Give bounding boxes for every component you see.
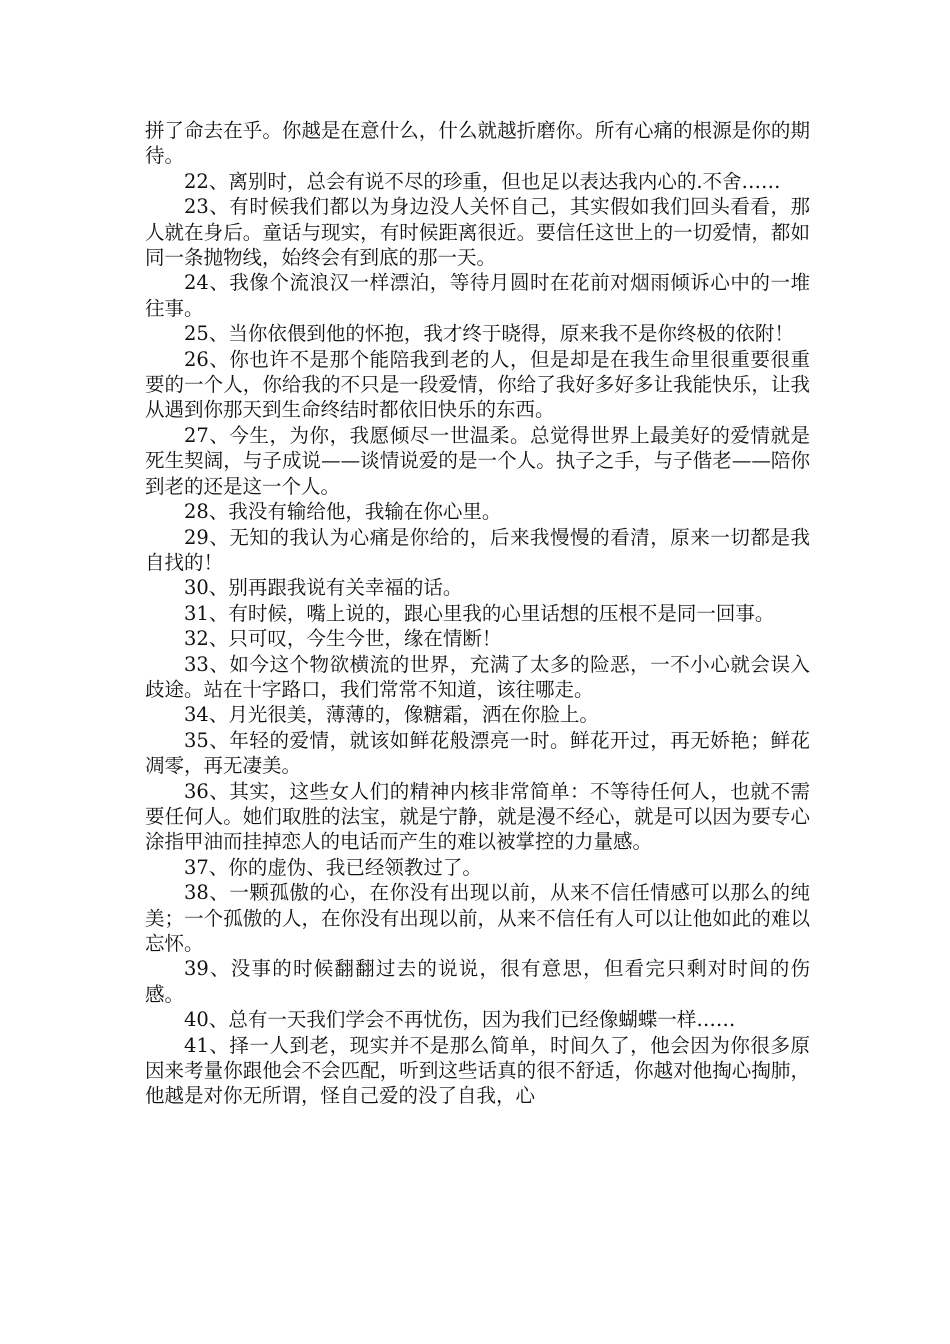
document-page bbox=[145, 118, 810, 1109]
paragraph-39: 39、没事的时候翻翻过去的说说，很有意思，但看完只剩对时间的伤感。 bbox=[145, 957, 810, 1006]
paragraph-27: 27、今生，为你，我愿倾尽一世温柔。总觉得世界上最美好的爱情就是死生契阔，与子成说——谈情说爱的是一个人。执子之手，与子偕老——陪你到老的还是这一个人。 bbox=[145, 423, 810, 498]
paragraph-22: 22、离别时，总会有说不尽的珍重，但也足以表达我内心的.不舍…… bbox=[184, 169, 781, 193]
paragraph-26: 26、你也许不是那个能陪我到老的人，但是却是在我生命里很重要很重要的一个人，你给我的不只是一段爱情，你给了我好多好多让我能快乐，让我从遇到你那天到生命终结时都依旧快乐的东西。 bbox=[145, 347, 810, 422]
paragraph-30: 30、别再跟我说有关幸福的话。 bbox=[184, 576, 463, 600]
paragraph-29: 29、无知的我认为心痛是你给的，后来我慢慢的看清，原来一切都是我自找的！ bbox=[145, 525, 810, 574]
paragraph-23: 23、有时候我们都以为身边没人关怀自己，其实假如我们回头看看，那人就在身后。童话与现实，有时候距离很近。要信任这世上的一切爱情，都如同一条抛物线，始终会有到底的那一天。 bbox=[145, 195, 810, 270]
paragraph-40: 40、总有一天我们学会不再忧伤，因为我们已经像蝴蝶一样…… bbox=[184, 1008, 736, 1032]
paragraph-36: 36、其实，这些女人们的精神内核非常简单：不等待任何人，也就不需要任何人。她们取胜的法宝，就是宁静，就是漫不经心，就是可以因为要专心涂指甲油而挂掉恋人的电话而产生的难以被掌控的力量感。 bbox=[145, 779, 810, 854]
paragraph-38: 38、一颗孤傲的心，在你没有出现以前，从来不信任情感可以那么的纯美；一个孤傲的人，在你没有出现以前，从来不信任有人可以让他如此的难以忘怀。 bbox=[145, 881, 810, 955]
paragraph-31: 31、有时候，嘴上说的，跟心里我的心里话想的压根不是同一回事。 bbox=[184, 601, 775, 625]
paragraph-continued: 拼了命去在乎。你越是在意什么，什么就越折磨你。所有心痛的根源是你的期待。 bbox=[145, 119, 810, 168]
paragraph-25: 25、当你依偎到他的怀抱，我才终于晓得，原来我不是你终极的依附！ bbox=[184, 322, 794, 346]
paragraph-28: 28、我没有输给他，我输在你心里。 bbox=[184, 500, 502, 524]
paragraph-41: 41、择一人到老，现实并不是那么简单，时间久了，他会因为你很多原因来考量你跟他会不会匹配，听到这些话真的很不舒适，你越对他掏心掏肺，他越是对你无所谓，怪自己爱的没了自我，心 bbox=[145, 1033, 810, 1108]
paragraph-37: 37、你的虚伪、我已经领教过了。 bbox=[184, 855, 482, 879]
paragraph-33: 33、如今这个物欲横流的世界，充满了太多的险恶，一不小心就会误入歧途。站在十字路口，我们常常不知道，该往哪走。 bbox=[145, 652, 810, 701]
paragraph-32: 32、只可叹，今生今世，缘在情断！ bbox=[184, 627, 502, 651]
paragraph-24: 24、我像个流浪汉一样漂泊，等待月圆时在花前对烟雨倾诉心中的一堆往事。 bbox=[145, 271, 810, 320]
paragraph-34: 34、月光很美，薄薄的，像糖霜，洒在你脸上。 bbox=[184, 703, 599, 727]
paragraph-35: 35、年轻的爱情，就该如鲜花般漂亮一时。鲜花开过，再无娇艳；鲜花凋零，再无凄美。 bbox=[145, 728, 810, 778]
